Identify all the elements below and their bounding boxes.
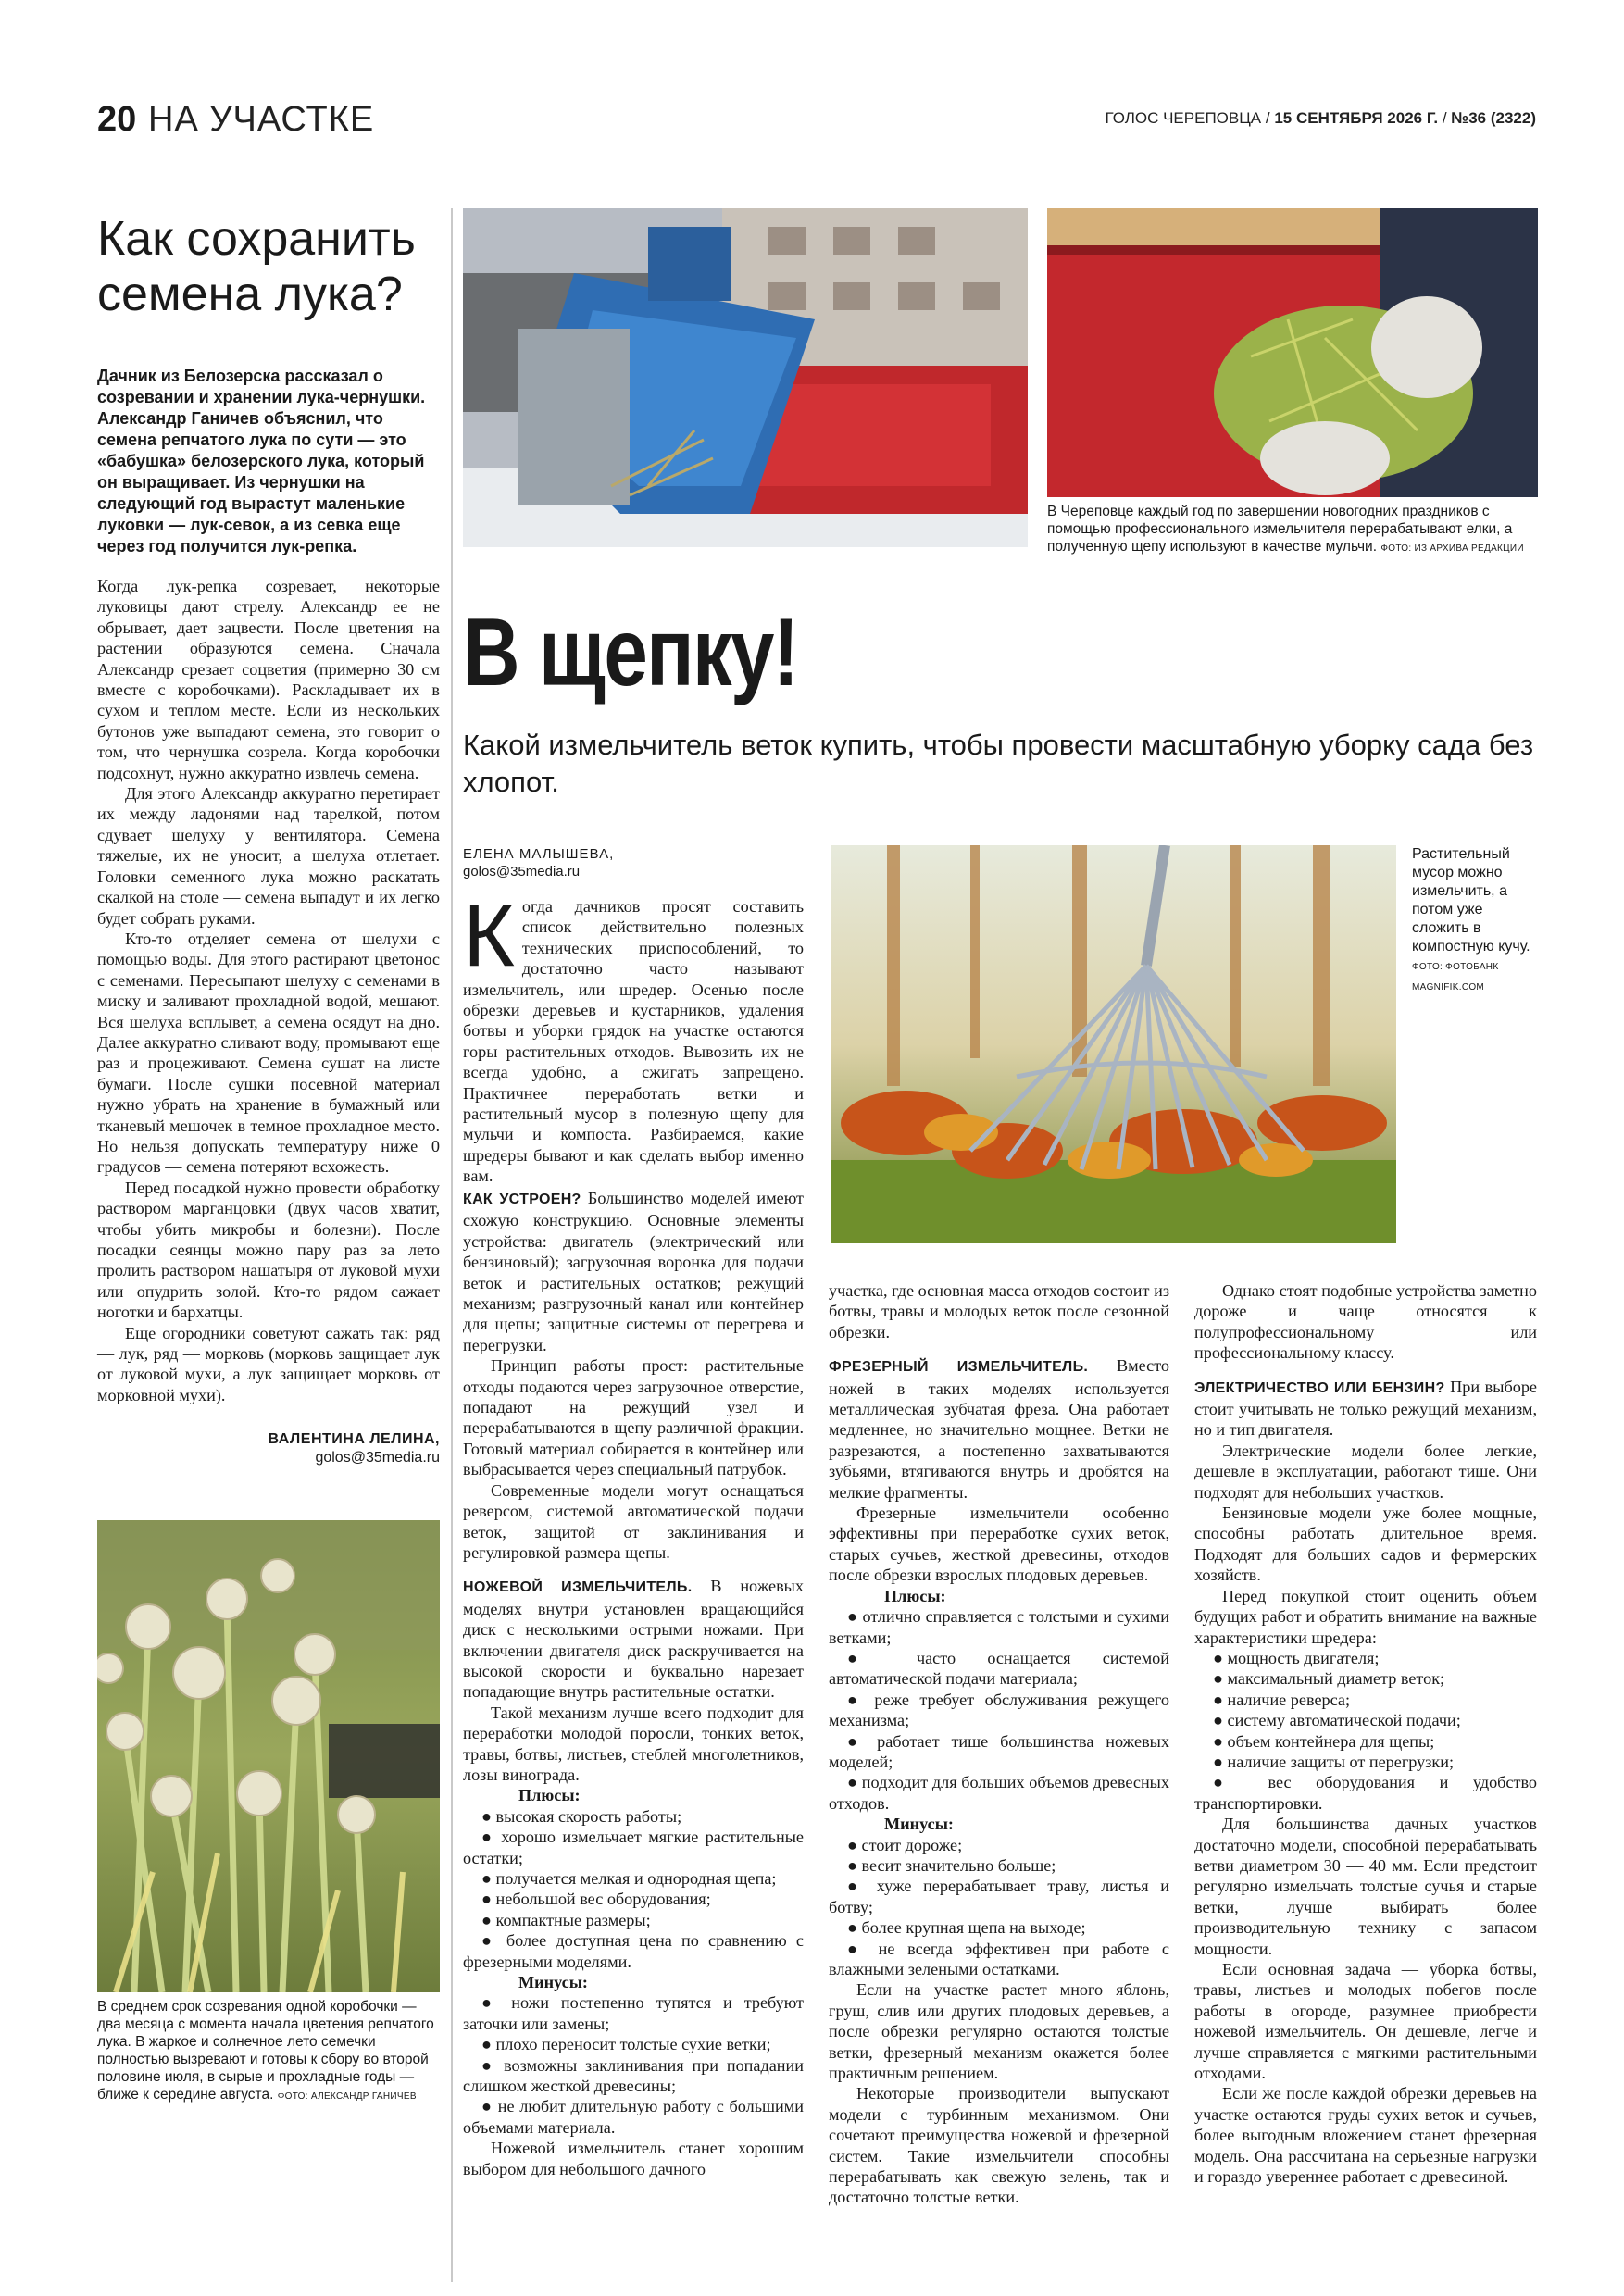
paragraph: Фрезерные измельчители особенно эффективны при переработке сухих веток, старых сучьев, жесткой древесины, отходов после обрезки взрослых плодовых деревьев.	[829, 1504, 1169, 1585]
list-item: ● хорошо измельчает мягкие растительные остатки;	[463, 1828, 804, 1867]
list-item: ● реже требует обслуживания режущего механизма;	[829, 1690, 1169, 1730]
subheading: ФРЕЗЕРНЫЙ ИЗМЕЛЬЧИТЕЛЬ.	[829, 1359, 1089, 1376]
list-item: ● компактные размеры;	[481, 1910, 651, 1929]
pros-title: Плюсы:	[884, 1586, 946, 1605]
masthead: ГОЛОС ЧЕРЕПОВЦА / 15 СЕНТЯБРЯ 2026 Г. / №36 (2322)	[1105, 109, 1536, 127]
chips-hands-photo	[1047, 208, 1538, 497]
side-article-title: Как сохранить семена лука?	[97, 212, 416, 321]
rake-photo-caption	[1412, 845, 1542, 997]
side-article-body	[97, 576, 440, 1405]
list-item: ● наличие реверса;	[1213, 1690, 1351, 1709]
paragraph: Кто-то отделяет семена от шелухи с помощью воды. Для этого растирают цветонос с семенами. Пересыпают шелуху с семенами в миску и заливают прохладной водой, мешают. Вся шелуха всплывет, а семена осядут на дно. Далее аккуратно сливают воду, промывают еще раз и процеживают. Семена сушат на листе бумаги. После сушки посевной материал нужно убрать на хранение в бумажный или тканевый мешочек в темное прохладное место. Но нельзя допускать температуру ниже 0 градусов — семена потеряют всхожесть.	[97, 929, 440, 1177]
paragraph: ФРЕЗЕРНЫЙ ИЗМЕЛЬЧИТЕЛЬ. Вместо ножей в таких моделях используется металлическая зубчатая фреза. Она работает медленнее, но значительно мощнее. Ветки не разрезаются, а постепенно захватываются зубьями, втягиваются внутрь и дробятся на мелкие фрагменты.	[829, 1356, 1169, 1502]
list-item: ● часто оснащается системой автоматической подачи материала;	[829, 1648, 1169, 1689]
paragraph: КАК УСТРОЕН? Большинство моделей имеют схожую конструкцию. Основные элементы устройства: двигатель (электрический или бензиновый); загрузочная воронка для подачи веток и растительных остатков; режущий механизм; разгрузочный канал или контейнер для щепы; защитные системы от перегрева и перегрузки.	[463, 1189, 804, 1354]
paragraph: Если же после каждой обрезки деревьев на участке остаются груды сухих веток и сучьев, более выгодным вложением станет фрезерная модель. Она рассчитана на серьезные нагрузки и гораздо увереннее работает с древесиной.	[1194, 2084, 1537, 2187]
paragraph: ЭЛЕКТРИЧЕСТВО ИЛИ БЕНЗИН? При выборе стоит учитывать не только режущий механизм, но и тип двигателя.	[1194, 1377, 1537, 1440]
subheading: ЭЛЕКТРИЧЕСТВО ИЛИ БЕНЗИН?	[1194, 1379, 1445, 1396]
paragraph: Такой механизм лучше всего подходит для переработки молодой поросли, тонких веток, травы, ботвы, листьев, стеблей многолетников, лозы винограда.	[463, 1703, 804, 1784]
paragraph: Перед покупкой стоит оценить объем будущих работ и обратить внимание на важные характеристики шредера:	[1194, 1586, 1537, 1647]
paragraph: Современные модели могут оснащаться реверсом, системой автоматической подачи веток, защитой от заклинивания и регулировкой размера щепы.	[463, 1480, 804, 1562]
list-item: ● вес оборудования и удобство транспортировки.	[1194, 1773, 1537, 1813]
caption-text: В Череповце каждый год по завершении новогодних праздников с помощью профессионального измельчителя перерабатывают елки, а полученную щепу используют в качестве мульчи.	[1047, 504, 1513, 555]
list-item: ● систему автоматической подачи;	[1213, 1711, 1461, 1730]
paragraph: Некоторые производители выпускают модели с турбинным механизмом. Они сочетают преимущества ножевой и фрезерной систем. Такие измельчители способны перерабатывать как свежую зелень, так и достаточно толстые ветки.	[829, 2084, 1169, 2207]
main-subheadline: Какой измельчитель веток купить, чтобы провести масштабную уборку сада без хлопот.	[463, 729, 1534, 798]
masthead-paper: ГОЛОС ЧЕРЕПОВЦА	[1105, 109, 1262, 127]
article-column-3	[1194, 1280, 1537, 2187]
list-item: ● хуже перерабатывает траву, листья и ботву;	[829, 1877, 1169, 1916]
list-item: ● возможны заклинивания при попадании слишком жесткой древесины;	[463, 2055, 804, 2096]
cons-title: Минусы:	[884, 1815, 954, 1834]
article-intro	[463, 886, 804, 1187]
column-divider	[451, 208, 453, 2282]
side-author	[97, 1430, 440, 1467]
paragraph: НОЖЕВОЙ ИЗМЕЛЬЧИТЕЛЬ. В ножевых моделях внутри установлен вращающийся диск с несколькими острыми ножами. При включении двигателя диск раскручивается на высокой скорости и буквально нарезает попадающие внутрь растительные остатки.	[463, 1577, 804, 1702]
list-item: ● стоит дороже;	[847, 1835, 963, 1854]
shredder-photo	[463, 208, 1028, 547]
paragraph: Ножевой измельчитель станет хорошим выбором для небольшого дачного	[463, 2139, 804, 2178]
main-headline: В щепку!	[463, 599, 798, 706]
intro-text: огда дачников просят составить список действительно полезных технических приспособлений, то достаточно часто называют измельчитель, или шредер. Осенью после обрезки деревьев и кустарников, удаления ботвы и уборки грядок на участке остаются горы растительных отходов. Вывозить их не всегда удобно, а сжигать запрещено. Практичнее переработать ветки и растительный мусор в полезную щепу для мульчи и компоста. Разбираемся, какие шредеры бывают и как сделать выбор именно вам.	[463, 897, 804, 1186]
list-item: ● небольшой вес оборудования;	[481, 1890, 711, 1909]
paragraph: Для этого Александр аккуратно перетирает их между ладонями над тарелкой, потом сдувает шелуху у вентилятора. Семена тяжелые, их не уносит, а шелуха отлетает. Головки семенного лука можно раскатать скалкой на столе — семена выпадут и их легко будет собрать руками.	[97, 784, 440, 928]
paragraph: Электрические модели более легкие, дешевле в эксплуатации, работают тише. Они подходят для небольших участков.	[1194, 1441, 1537, 1502]
photo-credit: ФОТО: ФОТОБАНК MAGNIFIK.COM	[1412, 962, 1499, 992]
list-item: ● наличие защиты от перегрузки;	[1213, 1752, 1455, 1771]
subheading: КАК УСТРОЕН?	[463, 1192, 581, 1207]
paragraph: Бензиновые модели уже более мощные, способны работать длительное время. Подходят для больших садов и фермерских хозяйств.	[1194, 1504, 1537, 1585]
main-byline	[463, 845, 614, 880]
photo-credit: ФОТО: ИЗ АРХИВА РЕДАКЦИИ	[1380, 543, 1524, 554]
caption-text: В среднем срок созревания одной коробочки — два месяца с момента начала цветения репчатого лука. В жаркое и солнечное лето семечки полностью вызревают и готовы к сбору во второй половине июля, в сырые и прохладные годы — ближе к середине августа.	[97, 1999, 434, 2103]
author-email: golos@35media.ru	[463, 864, 581, 880]
list-item: ● высокая скорость работы;	[481, 1806, 682, 1826]
pros-title: Плюсы:	[518, 1786, 581, 1805]
article-column-2	[829, 1280, 1169, 2208]
list-item: ● весит значительно больше;	[847, 1855, 1056, 1875]
list-item: ● более доступная цена по сравнению с фрезерными моделями.	[463, 1931, 804, 1971]
caption-text: Растительный мусор можно измельчить, а потом уже сложить в компостную кучу.	[1412, 846, 1530, 955]
paragraph: Однако стоят подобные устройства заметно дороже и чаще относятся к полупрофессиональному или профессиональному классу.	[1194, 1281, 1537, 1363]
masthead-issue: №36 (2322)	[1451, 109, 1536, 127]
list-item: ● мощность двигателя;	[1213, 1648, 1380, 1667]
list-item: ● не любит длительную работу с большими объемами материала.	[463, 2097, 804, 2137]
list-item: ● не всегда эффективен при работе с влажными зелеными остатками.	[829, 1939, 1169, 1978]
list-item: ● работает тише большинства ножевых моделей;	[829, 1731, 1169, 1771]
list-item: ● объем контейнера для щепы;	[1213, 1731, 1435, 1751]
onion-photo-caption	[97, 1998, 440, 2105]
paragraph: Когда лук-репка созревает, некоторые луковицы дают стрелу. Александр ее не обрывает, дает зацвести. После цветения на растении образуются семена. Сначала Александр срезает соцветия (примерно 30 см вместе с коробочками). Раскладывает их в сухом и теплом месте. Если из нескольких бутонов уже выпадают семена, это говорит о том, что чернушка созрела. Когда коробочки подсохнут, нужно аккуратно извлечь семена.	[97, 577, 440, 782]
author-name: ВАЛЕНТИНА ЛЕЛИНА,	[268, 1431, 440, 1447]
paragraph: Еще огородники советуют сажать так: ряд — лук, ряд — морковь (морковь защищает лук от луковой мухи, а лук защищает морковь от морковной мухи).	[97, 1323, 440, 1404]
list-item: ● отлично справляется с толстыми и сухими ветками;	[829, 1607, 1169, 1647]
paragraph: Если основная задача — уборка ботвы, травы, листьев и молодых побегов после работы в огороде, разумнее приобрести ножевой измельчитель. Он дешевле, легче и лучше справляется с мягкими растительными отходами.	[1194, 1960, 1537, 2083]
paragraph: Перед посадкой нужно провести обработку раствором марганцовки (двух часов хватит, чтобы убить микробы и болезни). После посадки сеянцы можно пару раз за лето пролить раствором нашатыря от луковой мухи или опудрить золой. Кто-то рядом сажает ноготки и бархатцы.	[97, 1178, 440, 1322]
list-item: ● ножи постепенно тупятся и требуют заточки или замены;	[463, 1993, 804, 2033]
list-item: ● плохо переносит толстые сухие ветки;	[481, 2035, 771, 2054]
paragraph: участка, где основная масса отходов состоит из ботвы, травы и молодых веток после сезонной обрезки.	[829, 1281, 1169, 1341]
onion-photo	[97, 1520, 440, 1992]
author-name: ЕЛЕНА МАЛЫШЕВА,	[463, 846, 615, 862]
drop-cap: К	[463, 886, 515, 985]
list-item: ● максимальный диаметр веток;	[1213, 1669, 1445, 1689]
side-article-lead: Дачник из Белозерска рассказал о созревании и хранении лука-чернушки. Александр Ганичев объяснил, что семена репчатого лука по сути — это «бабушка» белозерского лука, который он выращивает. Из чернушки на следующий год вырастут маленькие луковки — лук-севок, а из севка еще через год получится лук-репка.	[97, 367, 426, 555]
paragraph: Если на участке растет много яблонь, груш, слив или других плодовых деревьев, а после обрезки регулярно остаются толстые ветки, фрезерный механизм окажется более практичным решением.	[829, 1980, 1169, 2083]
article-column-1	[463, 1188, 804, 2179]
paragraph: Принцип работы прост: растительные отходы подаются через загрузочное отверстие, попадают на режущий узел и перерабатываются в щепу различной фракции. Готовый материал собирается в контейнер или выбрасывается через специальный патрубок.	[463, 1356, 804, 1479]
photo-credit: ФОТО: АЛЕКСАНДР ГАНИЧЕВ	[277, 2091, 417, 2102]
cons-title: Минусы:	[518, 1973, 588, 1992]
top-photo-caption	[1047, 503, 1538, 557]
page-number: 20	[97, 100, 137, 139]
list-item: ● подходит для больших объемов древесных отходов.	[829, 1773, 1169, 1813]
rake-photo	[831, 845, 1396, 1243]
author-email: golos@35media.ru	[315, 1450, 440, 1466]
list-item: ● получается мелкая и однородная щепа;	[481, 1869, 777, 1888]
section-title: НА УЧАСТКЕ	[148, 100, 375, 139]
paragraph: Для большинства дачных участков достаточно модели, способной перерабатывать ветви диаметром 30 — 40 мм. Если предстоит регулярно измельчать толстые сучья и старые ветки, лучше выбирать более производительную технику с запасом мощности.	[1194, 1815, 1537, 1958]
subheading: НОЖЕВОЙ ИЗМЕЛЬЧИТЕЛЬ.	[463, 1579, 693, 1596]
list-item: ● более крупная щепа на выходе;	[847, 1918, 1086, 1938]
masthead-date: 15 СЕНТЯБРЯ 2026 Г.	[1274, 109, 1439, 127]
